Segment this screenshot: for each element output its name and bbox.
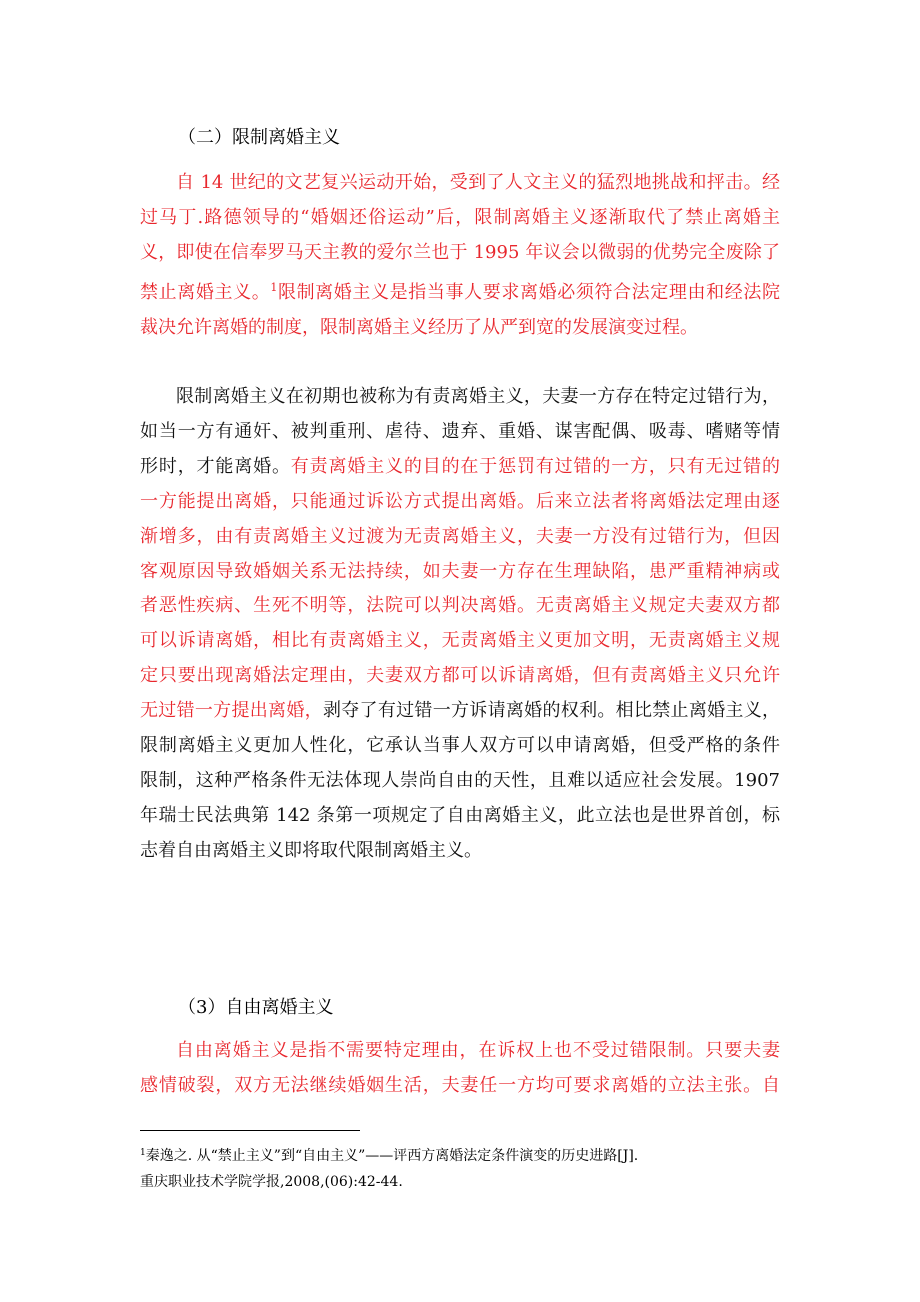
text-segment-highlight: 有责离婚主义的目的在于惩罚有过错的一方，只有无过错的 <box>290 455 781 477</box>
section-heading-free-divorce: （3）自由离婚主义 <box>178 997 334 1018</box>
text-line: 年瑞士民法典第 142 条第一项规定了自由离婚主义，此立法也是世界首创，标 <box>140 804 780 826</box>
footnote-marker: 1 <box>140 1148 146 1158</box>
text-line-mixed <box>140 450 780 485</box>
text-segment-highlight: 无过错一方提出离婚， <box>140 700 323 722</box>
text-line: 一方能提出离婚，只能通过诉讼方式提出离婚。后来立法者将离婚法定理由逐 <box>140 490 780 512</box>
footnote <box>140 1140 800 1195</box>
text-line: 自由离婚主义是指不需要特定理由，在诉权上也不受过错限制。只要夫妻 <box>176 1040 780 1061</box>
text-line: 限制离婚主义在初期也被称为有责离婚主义，夫妻一方存在特定过错行为， <box>176 386 780 407</box>
text-line: 渐增多，由有责离婚主义过渡为无责离婚主义，夫妻一方没有过错行为，但因 <box>140 525 780 547</box>
footnote-citation: 秦逸之. 从“禁止主义”到“自由主义”——评西方离婚法定条件演变的历史进路[J]. <box>145 1148 639 1164</box>
text-line: 定只要出现离婚法定理由，夫妻双方都可以诉请离婚，但有责离婚主义只允许 <box>140 665 780 687</box>
text-line: 限制，这种严格条件无法体现人崇尚自由的天性，且难以适应社会发展。1907 <box>140 769 780 791</box>
text-line: 过马丁.路德领导的“婚姻还俗运动”后，限制离婚主义逐渐取代了禁止离婚主 <box>140 206 780 228</box>
text-line: 可以诉请离婚，相比有责离婚主义，无责离婚主义更加文明，无责离婚主义规 <box>140 630 780 652</box>
text-line: 限制离婚主义更加人性化，它承认当事人双方可以申请离婚，但受严格的条件 <box>140 735 780 757</box>
section-heading-restrictive-divorce: （二）限制离婚主义 <box>178 127 340 148</box>
footnote-line <box>140 1140 800 1169</box>
footnote-reference[interactable]: 1 <box>270 280 278 294</box>
text-segment: 限制离婚主义是指当事人要求离婚必须符合法定理由和经法院 <box>277 281 781 303</box>
text-line: 自 14 世纪的文艺复兴运动开始，受到了人文主义的猛烈地挑战和抨击。经 <box>176 172 780 193</box>
text-segment: 剥夺了有过错一方诉请离婚的权利。相比禁止离婚主义， <box>322 700 781 722</box>
text-line: 志着自由离婚主义即将取代限制离婚主义。 <box>140 839 482 861</box>
text-segment: 形时，才能离婚。 <box>140 455 291 477</box>
text-line: 如当一方有通奸、被判重刑、虐待、遗弃、重婚、谋害配偶、吸毒、嗜赌等情 <box>140 420 780 442</box>
paragraph-fault-divorce <box>140 380 780 869</box>
text-line-with-footnote <box>140 271 780 311</box>
text-line: 义，即使在信奉罗马天主教的爱尔兰也于 1995 年议会以微弱的优势完全废除了 <box>140 241 780 263</box>
paragraph-history <box>140 166 780 346</box>
footnote-divider <box>140 1130 360 1131</box>
text-line: 者恶性疾病、生死不明等，法院可以判决离婚。无责离婚主义规定夫妻双方都 <box>140 595 780 617</box>
text-line-mixed <box>140 694 780 729</box>
text-line: 裁决允许离婚的制度，限制离婚主义经历了从严到宽的发展演变过程。 <box>140 316 698 338</box>
paragraph-free-divorce <box>140 1034 780 1104</box>
text-line: 感情破裂，双方无法继续婚姻生活，夫妻任一方均可要求离婚的立法主张。自 <box>140 1074 780 1096</box>
footnote-line: 重庆职业技术学院学报,2008,(06):42-44. <box>140 1174 403 1190</box>
text-segment: 禁止离婚主义。 <box>140 281 271 303</box>
text-line: 客观原因导致婚姻关系无法持续，如夫妻一方存在生理缺陷，患严重精神病或 <box>140 560 780 582</box>
